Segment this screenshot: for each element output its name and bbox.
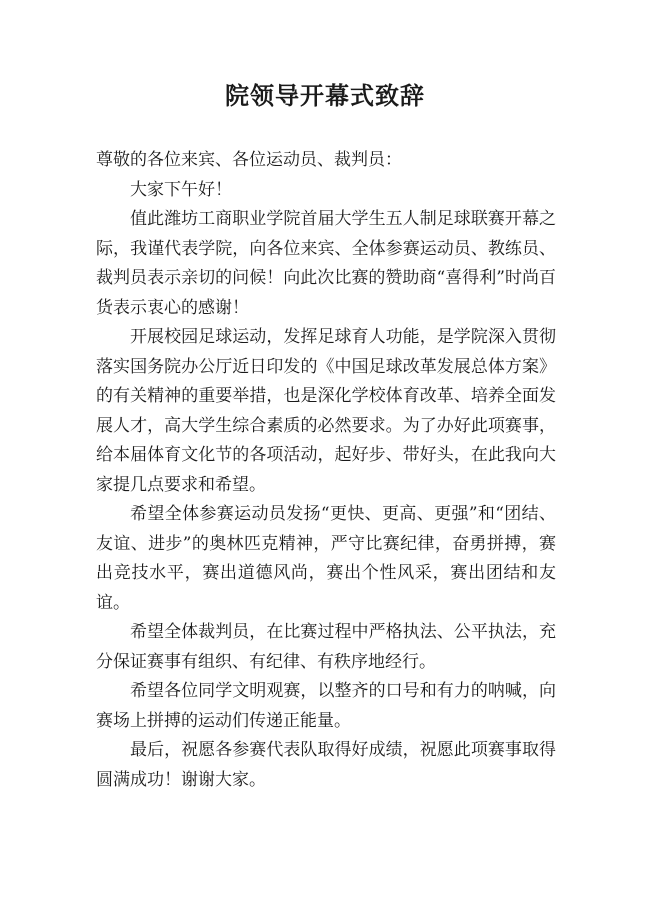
salutation: 尊敬的各位来宾、各位运动员、裁判员： [96,150,402,170]
document-body [96,146,556,795]
paragraph-closing: 最后，祝愿各参赛代表队取得好成绩，祝愿此项赛事取得圆满成功！谢谢大家。 [96,740,556,790]
paragraph-welcome: 值此潍坊工商职业学院首届大学生五人制足球联赛开幕之际，我谨代表学院，向各位来宾、全体参赛运动员、教练员、裁判员表示亲切的问候！向此次比赛的赞助商“喜得利”时尚百货表示衷心的感谢！ [96,209,556,318]
paragraph-referees: 希望全体裁判员，在比赛过程中严格执法、公平执法，充分保证赛事有组织、有纪律、有秩序地经行。 [96,622,556,672]
paragraph-significance: 开展校园足球运动，发挥足球育人功能，是学院深入贯彻落实国务院办公厅近日印发的《中国足球改革发展总体方案》的有关精神的重要举措，也是深化学校体育改革、培养全面发展人才，高大学生综合素质的必然要求。为了办好此项赛事，给本届体育文化节的各项活动，起好步、带好头，在此我向大家提几点要求和希望。 [96,327,556,495]
document-title: 院领导开幕式致辞 [225,82,425,110]
paragraph-athletes: 希望全体参赛运动员发扬“更快、更高、更强”和“团结、友谊、进步”的奥林匹克精神，严守比赛纪律，奋勇拼搏，赛出竞技水平，赛出道德风尚，赛出个性风采，赛出团结和友谊。 [96,504,556,613]
paragraph-greeting: 大家下午好！ [130,179,232,200]
paragraph-spectators: 希望各位同学文明观赛，以整齐的口号和有力的呐喊，向赛场上拼搏的运动们传递正能量。 [96,681,556,731]
